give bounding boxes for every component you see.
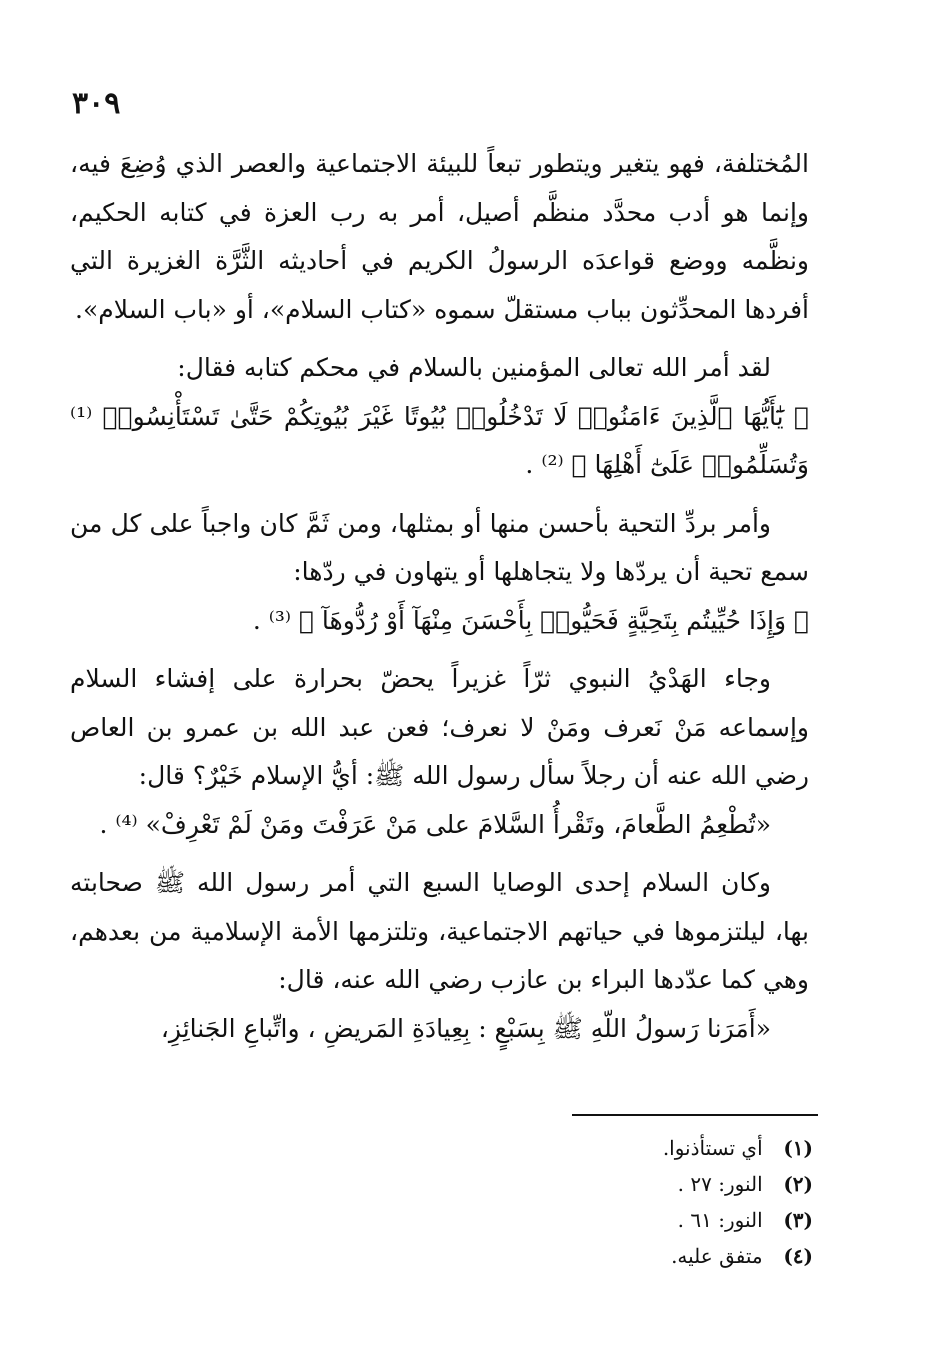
paragraph: لقد أمر الله تعالى المؤمنين بالسلام في محكم كتابه فقال: <box>177 353 771 382</box>
quran-verse: ﴿ يَٰٓأَيُّهَا ٱلَّذِينَ ءَامَنُوا۟ لَا تَدْخُلُوا۟ بُيُوتًا غَيْرَ بُيُوتِكُمْ حَتَّىٰ تَسْتَأْنِسُوا۟ ⁽¹⁾ وَتُسَلِّمُوا۟ عَلَىٰٓ أَهْلِهَا ﴾ ⁽²⁾ . <box>70 401 809 479</box>
footnote-item <box>663 1202 813 1238</box>
footnote-number: (١) <box>783 1136 813 1160</box>
footnote-text: النور: ٦١ . <box>677 1208 763 1232</box>
footnote-item <box>663 1130 813 1166</box>
paragraph: وجاء الهَدْيُ النبوي ثرّاً غزيراً يحضّ بحرارة على إفشاء السلام وإسماعه مَنْ نَعرف ومَنْ لا نعرف؛ فعن عبد الله بن عمرو بن العاص رضي الله عنه أن رجلاً سأل رسول الله ﷺ: أيُّ الإسلام خَيْرٌ؟ قال: <box>70 664 809 790</box>
quran-verse: ﴿ وَإِذَا حُيِّيتُم بِتَحِيَّةٍ فَحَيُّوا۟ بِأَحْسَنَ مِنْهَآ أَوْ رُدُّوهَآ ﴾ ⁽³⁾ . <box>252 605 809 635</box>
footnote-divider <box>572 1114 818 1116</box>
footnote-item <box>663 1238 813 1274</box>
footnote-item <box>663 1166 813 1202</box>
main-text <box>70 140 809 1053</box>
paragraph: المُختلفة، فهو يتغير ويتطور تبعاً للبيئة الاجتماعية والعصر الذي وُضِعَ فيه، وإنما هو أدب محدَّد منظَّم أصيل، أمر به رب العزة في كتابه الحكيم، ونظَّمه ووضع قواعدَه الرسولُ الكريم في أحاديثه الثَّرَّة الغزيرة التي أفردها المحدِّثون بباب مستقلّ سموه «كتاب السلام»، أو «باب السلام». <box>70 149 809 324</box>
paragraph: وكان السلام إحدى الوصايا السبع التي أمر رسول الله ﷺ صحابته بها، ليلتزموها في حياتهم الاجتماعية، وتلتزمها الأمة الإسلامية من بعدهم، وهي كما عدّدها البراء بن عازب رضي الله عنه، قال: <box>70 868 809 994</box>
footnote-text: أي تستأذنوا. <box>662 1136 763 1160</box>
footnote-number: (٢) <box>783 1172 813 1196</box>
footnote-text: النور: ٢٧ . <box>677 1172 763 1196</box>
paragraph: وأمر بردِّ التحية بأحسن منها أو بمثلها، ومن ثَمَّ كان واجباً على كل من سمع تحية أن يردّها ولا يتجاهلها أو يتهاون في ردّها: <box>70 508 809 586</box>
page-number: ٣٠٩ <box>72 86 121 121</box>
footnote-text: متفق عليه. <box>671 1244 763 1268</box>
hadith-quote: «أَمَرَنا رَسولُ اللّهِ ﷺ بِسَبْعٍ : بِعِيادَةِ المَريضِ ، واتِّباعِ الجَنائِزِ، <box>160 1013 771 1043</box>
footnote-number: (٤) <box>783 1244 813 1268</box>
hadith-quote: «تُطْعِمُ الطَّعامَ، وتَقْرأُ السَّلامَ على مَنْ عَرَفْتَ ومَنْ لَمْ تَعْرِفْ» ⁽⁴⁾ . <box>99 809 771 839</box>
footnotes <box>663 1130 813 1274</box>
footnote-number: (٣) <box>783 1208 813 1232</box>
